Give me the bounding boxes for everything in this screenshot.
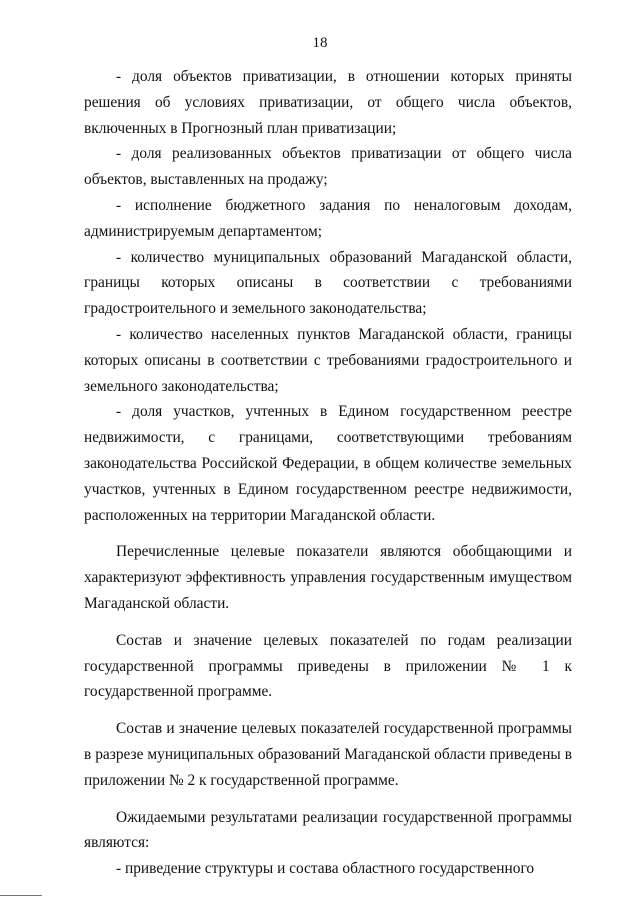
- list-item-sold-objects-share: - доля реализованных объектов приватизации от общего числа объектов, выставленных на продажу;: [84, 145, 572, 189]
- scan-edge-line: [0, 895, 42, 896]
- list-item-land-plots-share: - доля участков, учтенных в Едином государственном реестре недвижимости, с границами, соответствующими требованиям законодательства Российской Федерации, в общем количестве земельных участков, учтенных в Едином государственном реестре недвижимости, расположенных на территории Магаданской области.: [84, 403, 572, 524]
- paragraph-appendix-1: Состав и значение целевых показателей по годам реализации государственной программы приведены в приложении № 1 к государственной программе.: [84, 631, 572, 701]
- list-item-non-tax-revenue-budget: - исполнение бюджетного задания по неналоговым доходам, администрируемым департаментом;: [84, 196, 572, 240]
- paragraph-summary-indicators: Перечисленные целевые показатели являются обобщающими и характеризуют эффективность управления государственным имуществом Магаданской области.: [84, 543, 572, 612]
- list-item-settlements-borders: - количество населенных пунктов Магаданской области, границы которых описаны в соответствии с требованиями градостроительного и земельного законодательства;: [84, 325, 572, 395]
- page-number: 18: [312, 35, 328, 51]
- document-body: [84, 64, 572, 882]
- list-item-privatization-decisions-share: - доля объектов приватизации, в отношении которых приняты решения об условиях приватизации, от общего числа объектов, включенных в Прогнозный план приватизации;: [84, 68, 572, 137]
- list-item-municipalities-borders: - количество муниципальных образований Магаданской области, границы которых описаны в соответствии с требованиями градостроительного и земельного законодательства;: [84, 248, 572, 318]
- list-item-structure-alignment: - приведение структуры и состава областного государственного: [116, 860, 535, 878]
- paragraph-expected-results: Ожидаемыми результатами реализации государственной программы являются:: [84, 808, 572, 852]
- paragraph-appendix-2: Состав и значение целевых показателей государственной программы в разрезе муниципальных образований Магаданской области приведены в приложении № 2 к государственной программе.: [84, 720, 572, 789]
